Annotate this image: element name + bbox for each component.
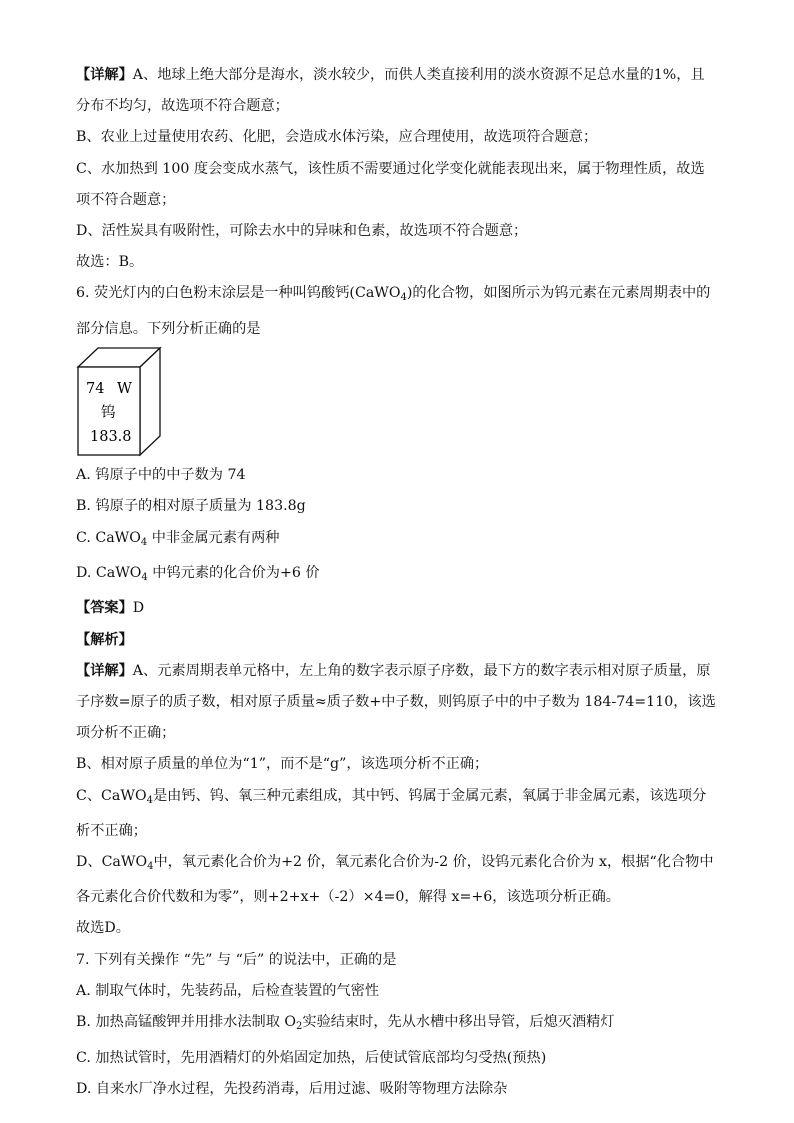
q5-choice: 故选：B。 xyxy=(76,254,144,271)
q6-stem xyxy=(76,278,718,344)
atomic-number: 74 xyxy=(86,380,105,397)
q6-detail-c-post: 是由钙、钨、氧三种元素组成，其中钙、钨属于金属元素，氧属于非金属元素，该选项分析不正确； xyxy=(76,787,707,839)
q7-option-b xyxy=(76,1007,718,1042)
q7-option-b-post: 实验结束时，先从水槽中移出导管，后熄灭酒精灯 xyxy=(302,1014,615,1031)
q5-detail-a-text: A、地球上绝大部分是海水，淡水较少，而供人类直接利用的淡水资源不足总水量的1%，且分布不均匀，故选项不符合题意； xyxy=(76,67,705,115)
q6-option-d xyxy=(76,558,718,593)
element-cube-svg xyxy=(76,345,176,457)
q7-option-c: C. 加热试管时，先用酒精灯的外焰固定加热，后使试管底部均匀受热(预热) xyxy=(76,1049,547,1066)
detail-label: 【详解】 xyxy=(76,67,133,83)
atomic-mass: 183.8 xyxy=(90,428,132,445)
q5-detail-d: D、活性炭具有吸附性，可除去水中的异味和色素，故选项不符合题意； xyxy=(76,223,528,240)
element-symbol: W xyxy=(117,380,132,397)
detail-label: 【详解】 xyxy=(76,662,133,679)
q6-stem-sub: 4 xyxy=(400,292,407,304)
q6-stem-pre: 6. 荧光灯内的白色粉末涂层是一种叫钨酸钙(CaWO xyxy=(76,285,401,302)
q7-option-b-sub: 2 xyxy=(296,1021,303,1033)
q6-detail-d-sub: 4 xyxy=(147,861,154,873)
answer-value: D xyxy=(132,600,145,617)
q6-answer xyxy=(76,593,718,624)
q6-detail-c-pre: C、CaWO xyxy=(76,787,147,804)
q6-detail-d-post: 中，氧元素化合价为+2 价，氧元素化合价为-2 价，设钨元素化合价为 x，根据“化合物中各元素化合价代数和为零”，则+2+x+（-2）×4=0，解得 x=+6，该选项分析正确。 xyxy=(76,854,714,906)
q6-option-c-sub: 4 xyxy=(140,536,148,548)
q5-detail-b: B、农业上过量使用农药、化肥，会造成水体污染，应合理使用，故选项符合题意； xyxy=(76,129,598,146)
q6-option-c-post: 中非金属元素有两种 xyxy=(147,529,280,546)
q6-detail-d-pre: D、CaWO xyxy=(76,854,148,871)
q7-option-a: A. 制取气体时，先装药品，后检查装置的气密性 xyxy=(76,982,380,999)
q6-option-a: A. 钨原子中的中子数为 74 xyxy=(76,466,246,483)
q7-option-b-pre: B. 加热高锰酸钾并用排水法制取 O xyxy=(76,1014,297,1031)
q6-option-d-sub: 4 xyxy=(141,572,148,584)
q6-option-c-pre: C. CaWO xyxy=(76,529,141,546)
q5-detail-c: C、水加热到 100 度会变成水蒸气，该性质不需要通过化学变化就能表现出来，属于物理性质，故选项不符合题意； xyxy=(76,160,705,208)
q6-detail-a xyxy=(76,656,718,750)
q6-detail-c-sub: 4 xyxy=(146,794,153,806)
analysis-label: 【解析】 xyxy=(76,631,133,648)
q6-detail-c xyxy=(76,781,718,847)
q6-stem-post: )的化合物，如图所示为钨元素在元素周期表中的部分信息。下列分析正确的是 xyxy=(76,285,711,337)
q5-detail-a xyxy=(76,60,718,122)
q6-choice: 故选D。 xyxy=(76,920,130,937)
q6-option-c xyxy=(76,523,718,558)
document-body xyxy=(76,60,718,1106)
q6-detail-b: B、相对原子质量的单位为“1”，而不是“g”，该选项分析不正确； xyxy=(76,756,489,773)
q6-option-b: B. 钨原子的相对原子质量为 183.8g xyxy=(76,498,306,515)
q6-detail-a-text: A、元素周期表单元格中，左上角的数字表示原子序数，最下方的数字表示相对原子质量，原子序数=原子的质子数，相对原子质量≈质子数+中子数，则钨原子中的中子数为 184-74=110，该选项分析不正确； xyxy=(76,662,716,742)
q6-option-d-pre: D. CaWO xyxy=(76,565,142,582)
element-name: 钨 xyxy=(101,404,116,421)
q7-stem: 7. 下列有关操作 “先” 与 “后” 的说法中，正确的是 xyxy=(76,951,397,968)
cube-side-face xyxy=(140,348,160,455)
q7-option-d: D. 自来水厂净水过程，先投药消毒，后用过滤、吸附等物理方法除杂 xyxy=(76,1081,508,1098)
answer-label: 【答案】 xyxy=(76,600,133,617)
q6-detail-d xyxy=(76,847,718,913)
q6-option-d-post: 中钨元素的化合价为+6 价 xyxy=(147,565,320,582)
element-cell-figure xyxy=(76,345,718,460)
